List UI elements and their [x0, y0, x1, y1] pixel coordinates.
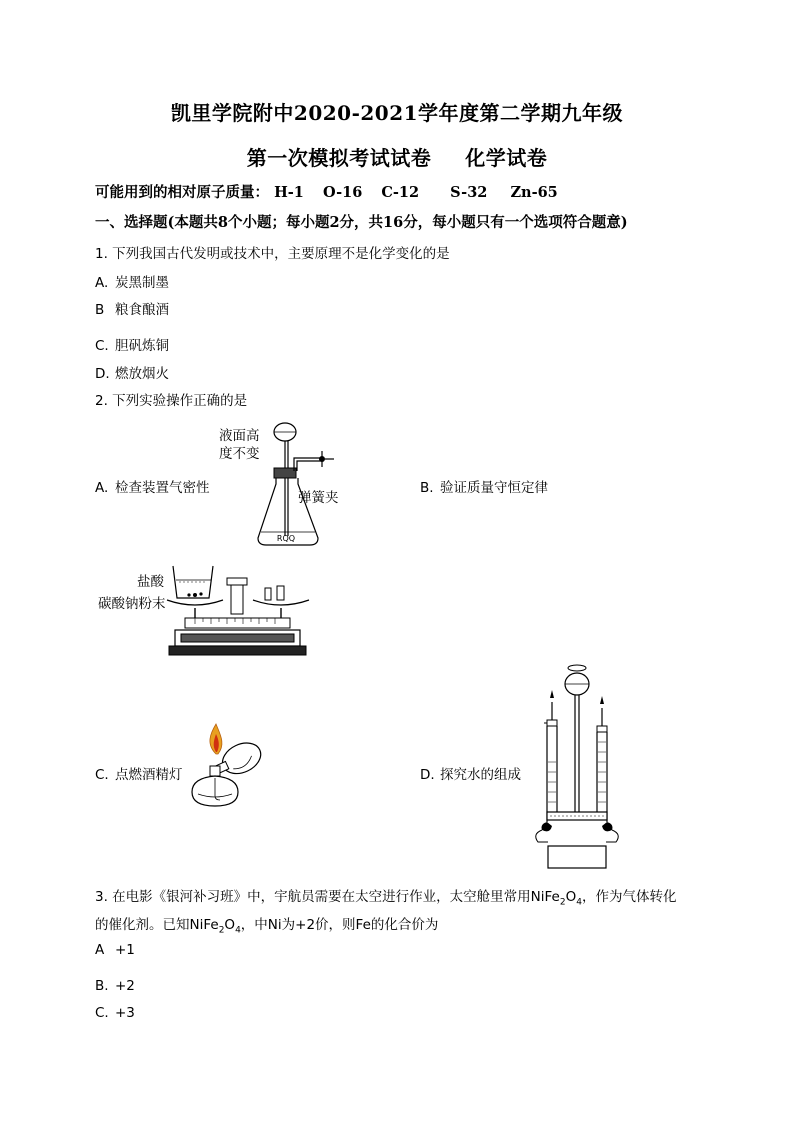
fig-b-balance-apparatus	[165, 558, 310, 660]
atomic-mass-h: H-1	[274, 184, 304, 201]
atomic-mass-o: O-16	[322, 184, 363, 201]
fig-a-label-level2: 度不变	[219, 446, 260, 462]
q1-stem: 1. 下列我国古代发明或技术中，主要原理不是化学变化的是	[95, 246, 450, 262]
q2-option-b[interactable]: B. 验证质量守恒定律	[420, 480, 548, 496]
q2-option-d[interactable]: D. 探究水的组成	[420, 767, 521, 783]
q2-stem: 2. 下列实验操作正确的是	[95, 393, 248, 409]
q3-stem-line2: 的催化剂。已知$NiFe_2O_4$，中Ni为+2价，则Fe的化合价为	[95, 917, 439, 936]
q1-option-b[interactable]: B 粮食酿酒	[95, 302, 169, 318]
fig-a-label-clamp: 弹簧夹	[298, 490, 339, 506]
fig-a-label-level1: 液面高	[219, 428, 260, 444]
fig-a-airtightness-apparatus	[250, 418, 340, 548]
q1-option-d[interactable]: D. 燃放烟火	[95, 366, 169, 382]
atomic-mass-line	[95, 181, 558, 202]
fig-d-electrolysis-apparatus	[530, 662, 640, 872]
q2-option-c[interactable]: C. 点燃酒精灯	[95, 767, 183, 783]
page-title-line2	[0, 142, 794, 171]
q2-option-a[interactable]: A. 检查装置气密性	[95, 480, 210, 496]
q1-option-c[interactable]: C. 胆矾炼铜	[95, 338, 169, 354]
fig-b-label-acid: 盐酸	[137, 574, 164, 590]
q3-option-a[interactable]: A +1	[95, 942, 135, 958]
page-title-line1: 凯里学院附中2020-2021学年度第二学期九年级	[170, 101, 624, 125]
atomic-mass-label: 可能用到的相对原子质量：	[95, 184, 269, 201]
q1-option-a[interactable]: A. 炭黑制墨	[95, 275, 169, 291]
fig-c-alcohol-lamps	[186, 722, 270, 812]
svg-text:RQQ: RQQ	[276, 534, 296, 543]
atomic-mass-s: S-32	[450, 184, 488, 201]
exam-name: 第一次模拟考试试卷	[246, 146, 432, 170]
atomic-mass-zn: Zn-65	[510, 184, 558, 201]
q3-option-b[interactable]: B. +2	[95, 978, 135, 994]
subject-name: 化学试卷	[465, 146, 548, 170]
atomic-mass-c: C-12	[381, 184, 420, 201]
q3-stem-line1: 3. 在电影《银河补习班》中，宇航员需要在太空进行作业，太空舱里常用$NiFe_2O_4$，作为气体转化	[95, 889, 677, 908]
section-heading: 一、选择题(本题共8个小题；每小题2分，共16分，每小题只有一个选项符合题意)	[95, 214, 628, 231]
q3-option-c[interactable]: C. +3	[95, 1005, 135, 1021]
fig-b-label-powder: 碳酸钠粉末	[98, 596, 166, 612]
